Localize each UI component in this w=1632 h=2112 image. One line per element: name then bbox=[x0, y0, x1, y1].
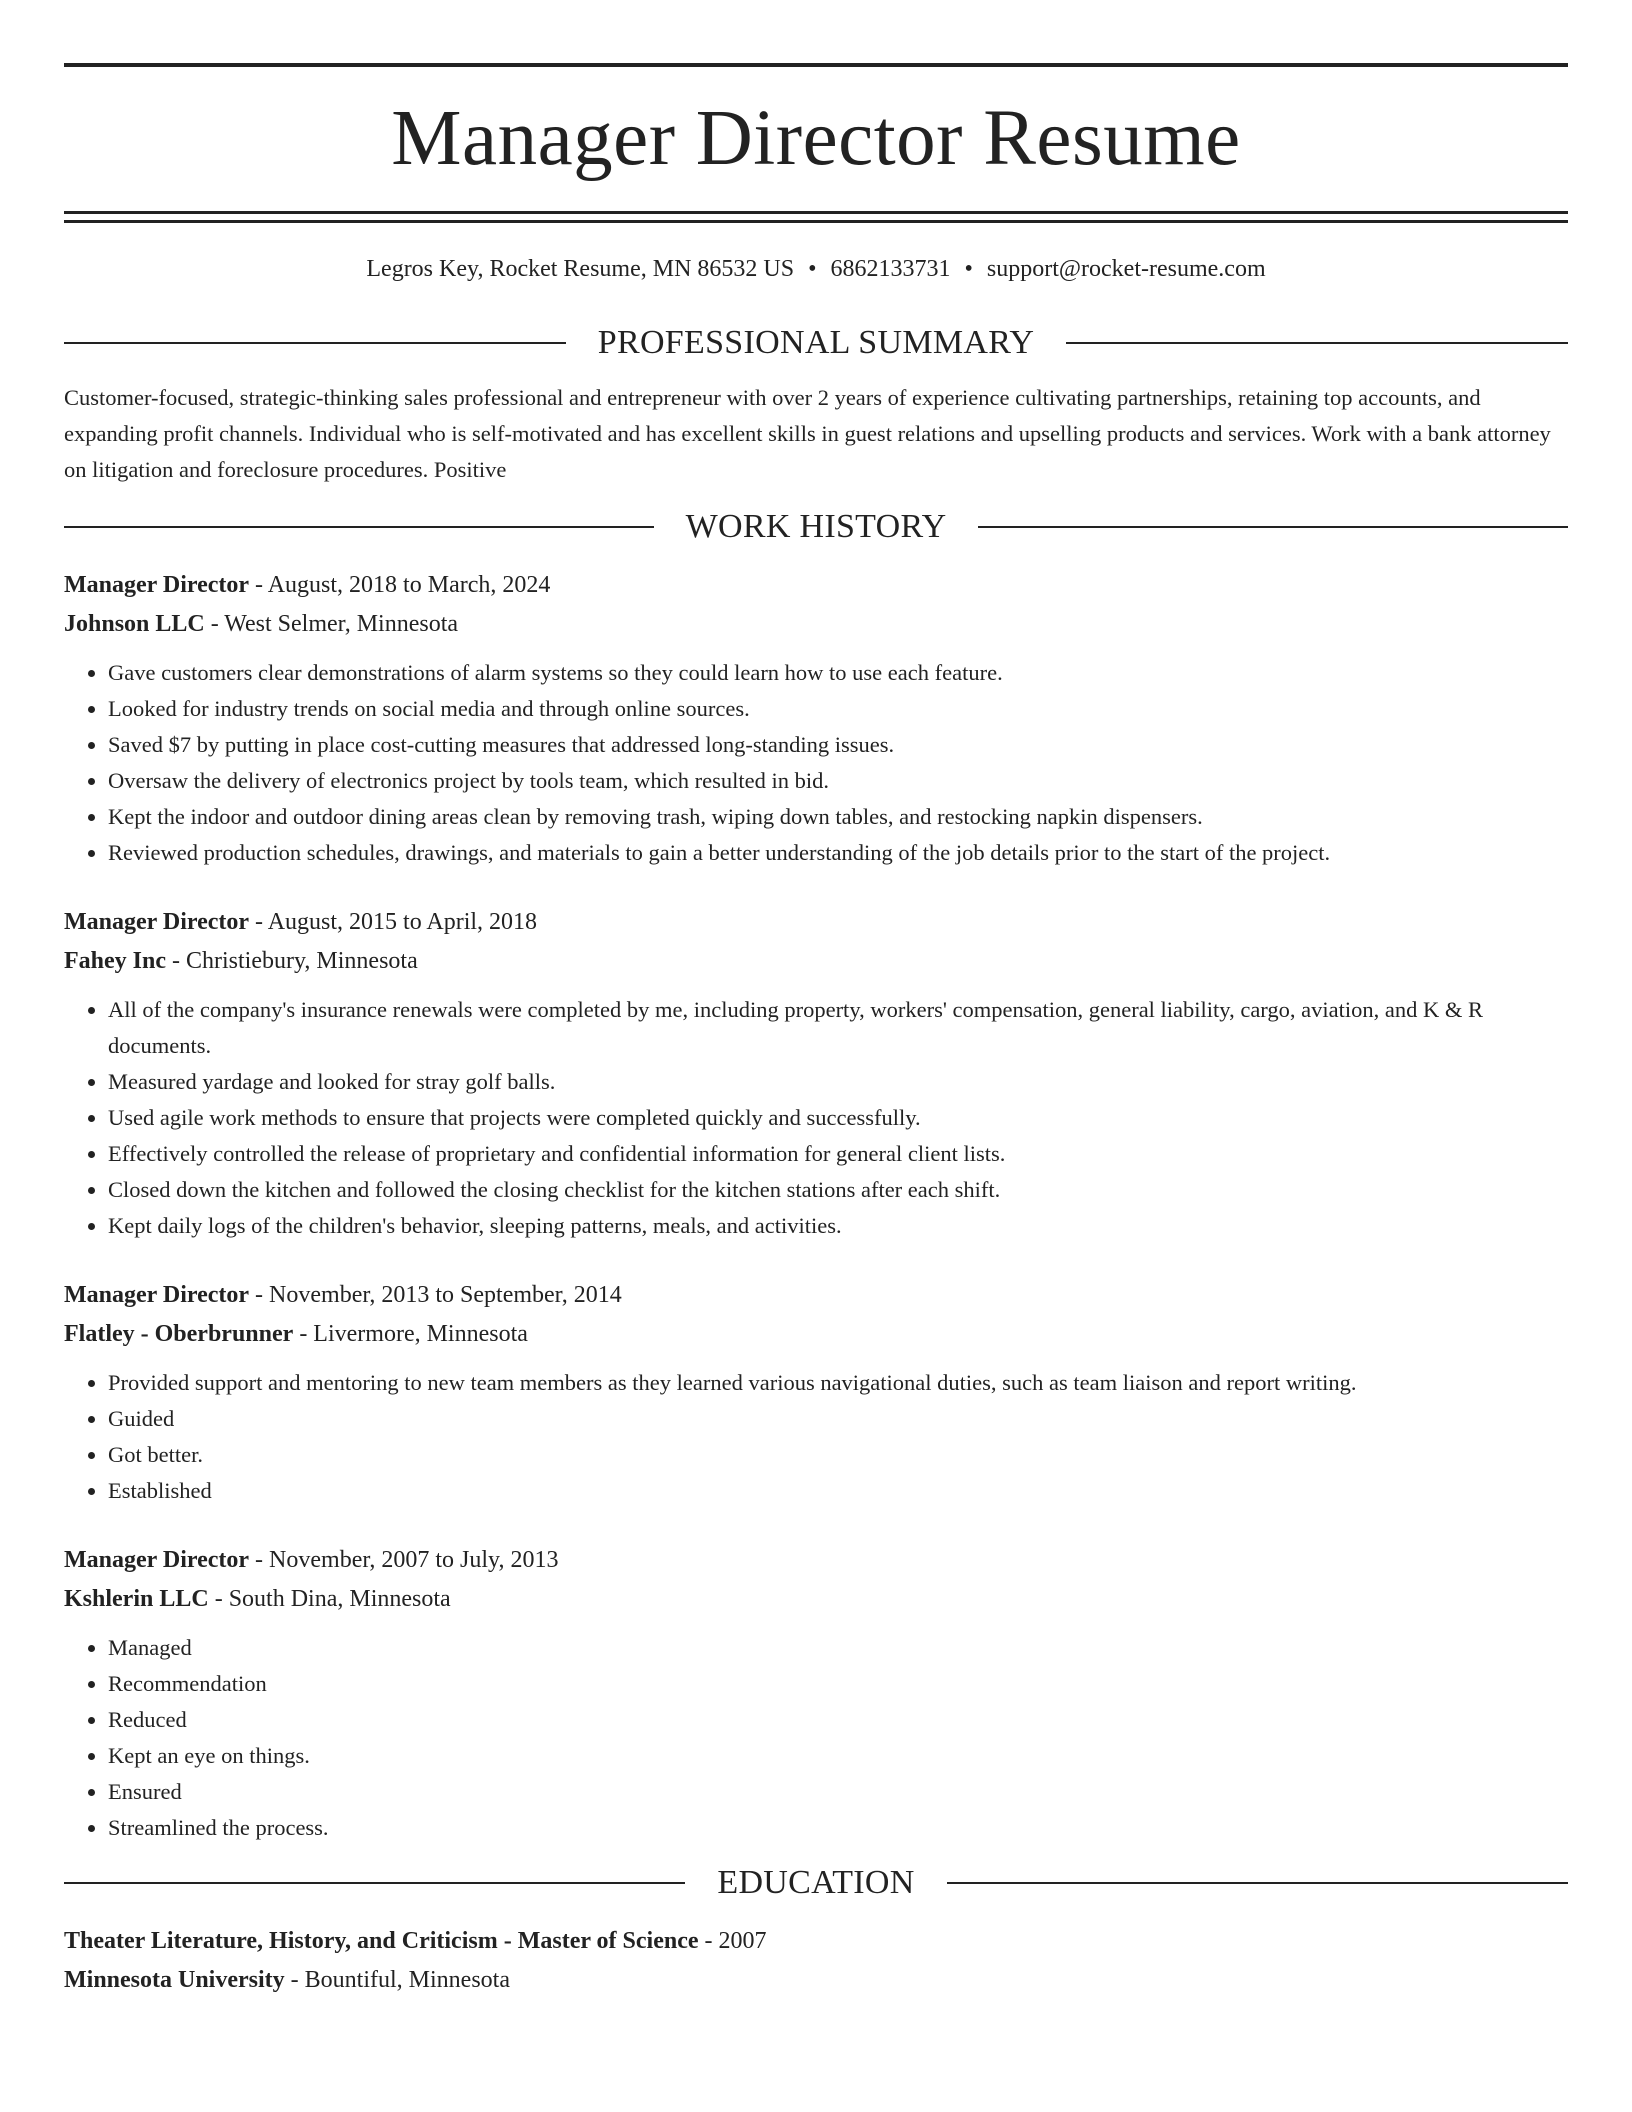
job-location: - South Dina, Minnesota bbox=[208, 1585, 451, 1612]
job-entry bbox=[64, 903, 1568, 1244]
job-bullet: • Provided support and mentoring to new team members as they learned various navigational duties, such as team liaison and report writing. bbox=[108, 1365, 1568, 1401]
job-dates: - August, 2018 to March, 2024 bbox=[249, 571, 551, 598]
job-entry bbox=[64, 1276, 1568, 1509]
job-location: - Livermore, Minnesota bbox=[293, 1320, 528, 1347]
job-title: Manager Director bbox=[64, 1281, 250, 1308]
job-company-line bbox=[64, 1580, 1568, 1619]
job-location: - West Selmer, Minnesota bbox=[204, 610, 459, 637]
education-school: Minnesota University bbox=[64, 1966, 285, 1993]
job-bullet: • Closed down the kitchen and followed the closing checklist for the kitchen stations after each shift. bbox=[108, 1172, 1568, 1208]
job-title: Manager Director bbox=[64, 1546, 250, 1573]
job-bullet: • Measured yardage and looked for stray golf balls. bbox=[108, 1064, 1568, 1100]
job-bullet: • Reduced bbox=[108, 1702, 1568, 1738]
job-bullet: • Ensured bbox=[108, 1774, 1568, 1810]
education-year: - 2007 bbox=[698, 1927, 767, 1954]
summary-section-title: PROFESSIONAL SUMMARY bbox=[597, 323, 1035, 361]
job-location: - Christiebury, Minnesota bbox=[166, 947, 418, 974]
job-company: Fahey Inc bbox=[64, 947, 166, 974]
contact-line bbox=[64, 255, 1568, 284]
job-bullet: • Streamlined the process. bbox=[108, 1810, 1568, 1846]
job-bullets bbox=[64, 1365, 1568, 1509]
section-rule-left bbox=[64, 342, 566, 344]
job-entry bbox=[64, 566, 1568, 871]
job-bullet: • Kept daily logs of the children's behavior, sleeping patterns, meals, and activities. bbox=[108, 1208, 1568, 1244]
job-company: Kshlerin LLC bbox=[64, 1585, 209, 1612]
education-entry bbox=[64, 1922, 1568, 2000]
education-degree-line bbox=[64, 1922, 1568, 1961]
education-section-title: EDUCATION bbox=[717, 1863, 915, 1901]
job-company-line bbox=[64, 605, 1568, 644]
job-title-line bbox=[64, 1276, 1568, 1315]
job-bullet: • All of the company's insurance renewals were completed by me, including property, workers' compensation, general liability, cargo, aviation, and K & R documents. bbox=[108, 992, 1568, 1064]
job-entry bbox=[64, 1541, 1568, 1846]
contact-phone: 6862133731 bbox=[830, 256, 951, 282]
job-company: Johnson LLC bbox=[64, 610, 205, 637]
title-double-rule bbox=[64, 211, 1568, 223]
job-bullet: • Kept an eye on things. bbox=[108, 1738, 1568, 1774]
job-bullet: • Saved $7 by putting in place cost-cutting measures that addressed long-standing issues. bbox=[108, 727, 1568, 763]
job-title: Manager Director bbox=[64, 908, 250, 935]
job-bullet: • Gave customers clear demonstrations of alarm systems so they could learn how to use each feature. bbox=[108, 655, 1568, 691]
job-bullet: • Reviewed production schedules, drawings, and materials to gain a better understanding of the job details prior to the start of the project. bbox=[108, 835, 1568, 871]
job-company-line bbox=[64, 942, 1568, 981]
job-bullet: • Guided bbox=[108, 1401, 1568, 1437]
top-rule bbox=[64, 63, 1568, 67]
job-bullet: • Recommendation bbox=[108, 1666, 1568, 1702]
job-bullets bbox=[64, 992, 1568, 1244]
summary-section-header bbox=[64, 323, 1568, 361]
job-company-line bbox=[64, 1315, 1568, 1354]
section-rule-right bbox=[978, 526, 1568, 528]
education-section-header bbox=[64, 1863, 1568, 1901]
resume-page bbox=[64, 63, 1568, 2000]
summary-text: Customer-focused, strategic-thinking sales professional and entrepreneur with over 2 years of experience cultivating partnerships, retaining top accounts, and expanding profit channels. Individual who is self-motivated and has excellent skills in guest relations and upselling products and services. Work with a bank attorney on litigation and foreclosure procedures. Positive bbox=[64, 384, 1551, 482]
contact-address: Legros Key, Rocket Resume, MN 86532 US bbox=[366, 256, 795, 282]
job-title: Manager Director bbox=[64, 571, 250, 598]
job-bullet: • Got better. bbox=[108, 1437, 1568, 1473]
job-bullets bbox=[64, 655, 1568, 871]
work-section-header bbox=[64, 507, 1568, 545]
job-bullets bbox=[64, 1630, 1568, 1846]
job-dates: - November, 2007 to July, 2013 bbox=[249, 1546, 559, 1573]
job-bullet: • Oversaw the delivery of electronics project by tools team, which resulted in bid. bbox=[108, 763, 1568, 799]
work-section-title: WORK HISTORY bbox=[685, 507, 947, 545]
job-company: Flatley - Oberbrunner bbox=[64, 1320, 294, 1347]
contact-separator: • bbox=[964, 256, 973, 282]
education-degree: Theater Literature, History, and Criticism - Master of Science bbox=[64, 1927, 699, 1954]
resume-title: Manager Director Resume bbox=[391, 95, 1241, 182]
education-location: - Bountiful, Minnesota bbox=[284, 1966, 510, 1993]
contact-separator: • bbox=[808, 256, 817, 282]
section-rule-left bbox=[64, 526, 654, 528]
job-title-line bbox=[64, 1541, 1568, 1580]
job-title-line bbox=[64, 903, 1568, 942]
job-bullet: • Established bbox=[108, 1473, 1568, 1509]
job-dates: - August, 2015 to April, 2018 bbox=[249, 908, 538, 935]
section-rule-right bbox=[1066, 342, 1568, 344]
section-rule-left bbox=[64, 1882, 685, 1884]
job-bullet: • Effectively controlled the release of proprietary and confidential information for general client lists. bbox=[108, 1136, 1568, 1172]
job-bullet: • Kept the indoor and outdoor dining areas clean by removing trash, wiping down tables, and restocking napkin dispensers. bbox=[108, 799, 1568, 835]
job-dates: - November, 2013 to September, 2014 bbox=[249, 1281, 622, 1308]
section-rule-right bbox=[947, 1882, 1568, 1884]
contact-email: support@rocket-resume.com bbox=[986, 256, 1266, 282]
education-school-line bbox=[64, 1961, 1568, 2000]
job-bullet: • Looked for industry trends on social media and through online sources. bbox=[108, 691, 1568, 727]
job-bullet: • Managed bbox=[108, 1630, 1568, 1666]
job-bullet: • Used agile work methods to ensure that projects were completed quickly and successfully. bbox=[108, 1100, 1568, 1136]
job-title-line bbox=[64, 566, 1568, 605]
